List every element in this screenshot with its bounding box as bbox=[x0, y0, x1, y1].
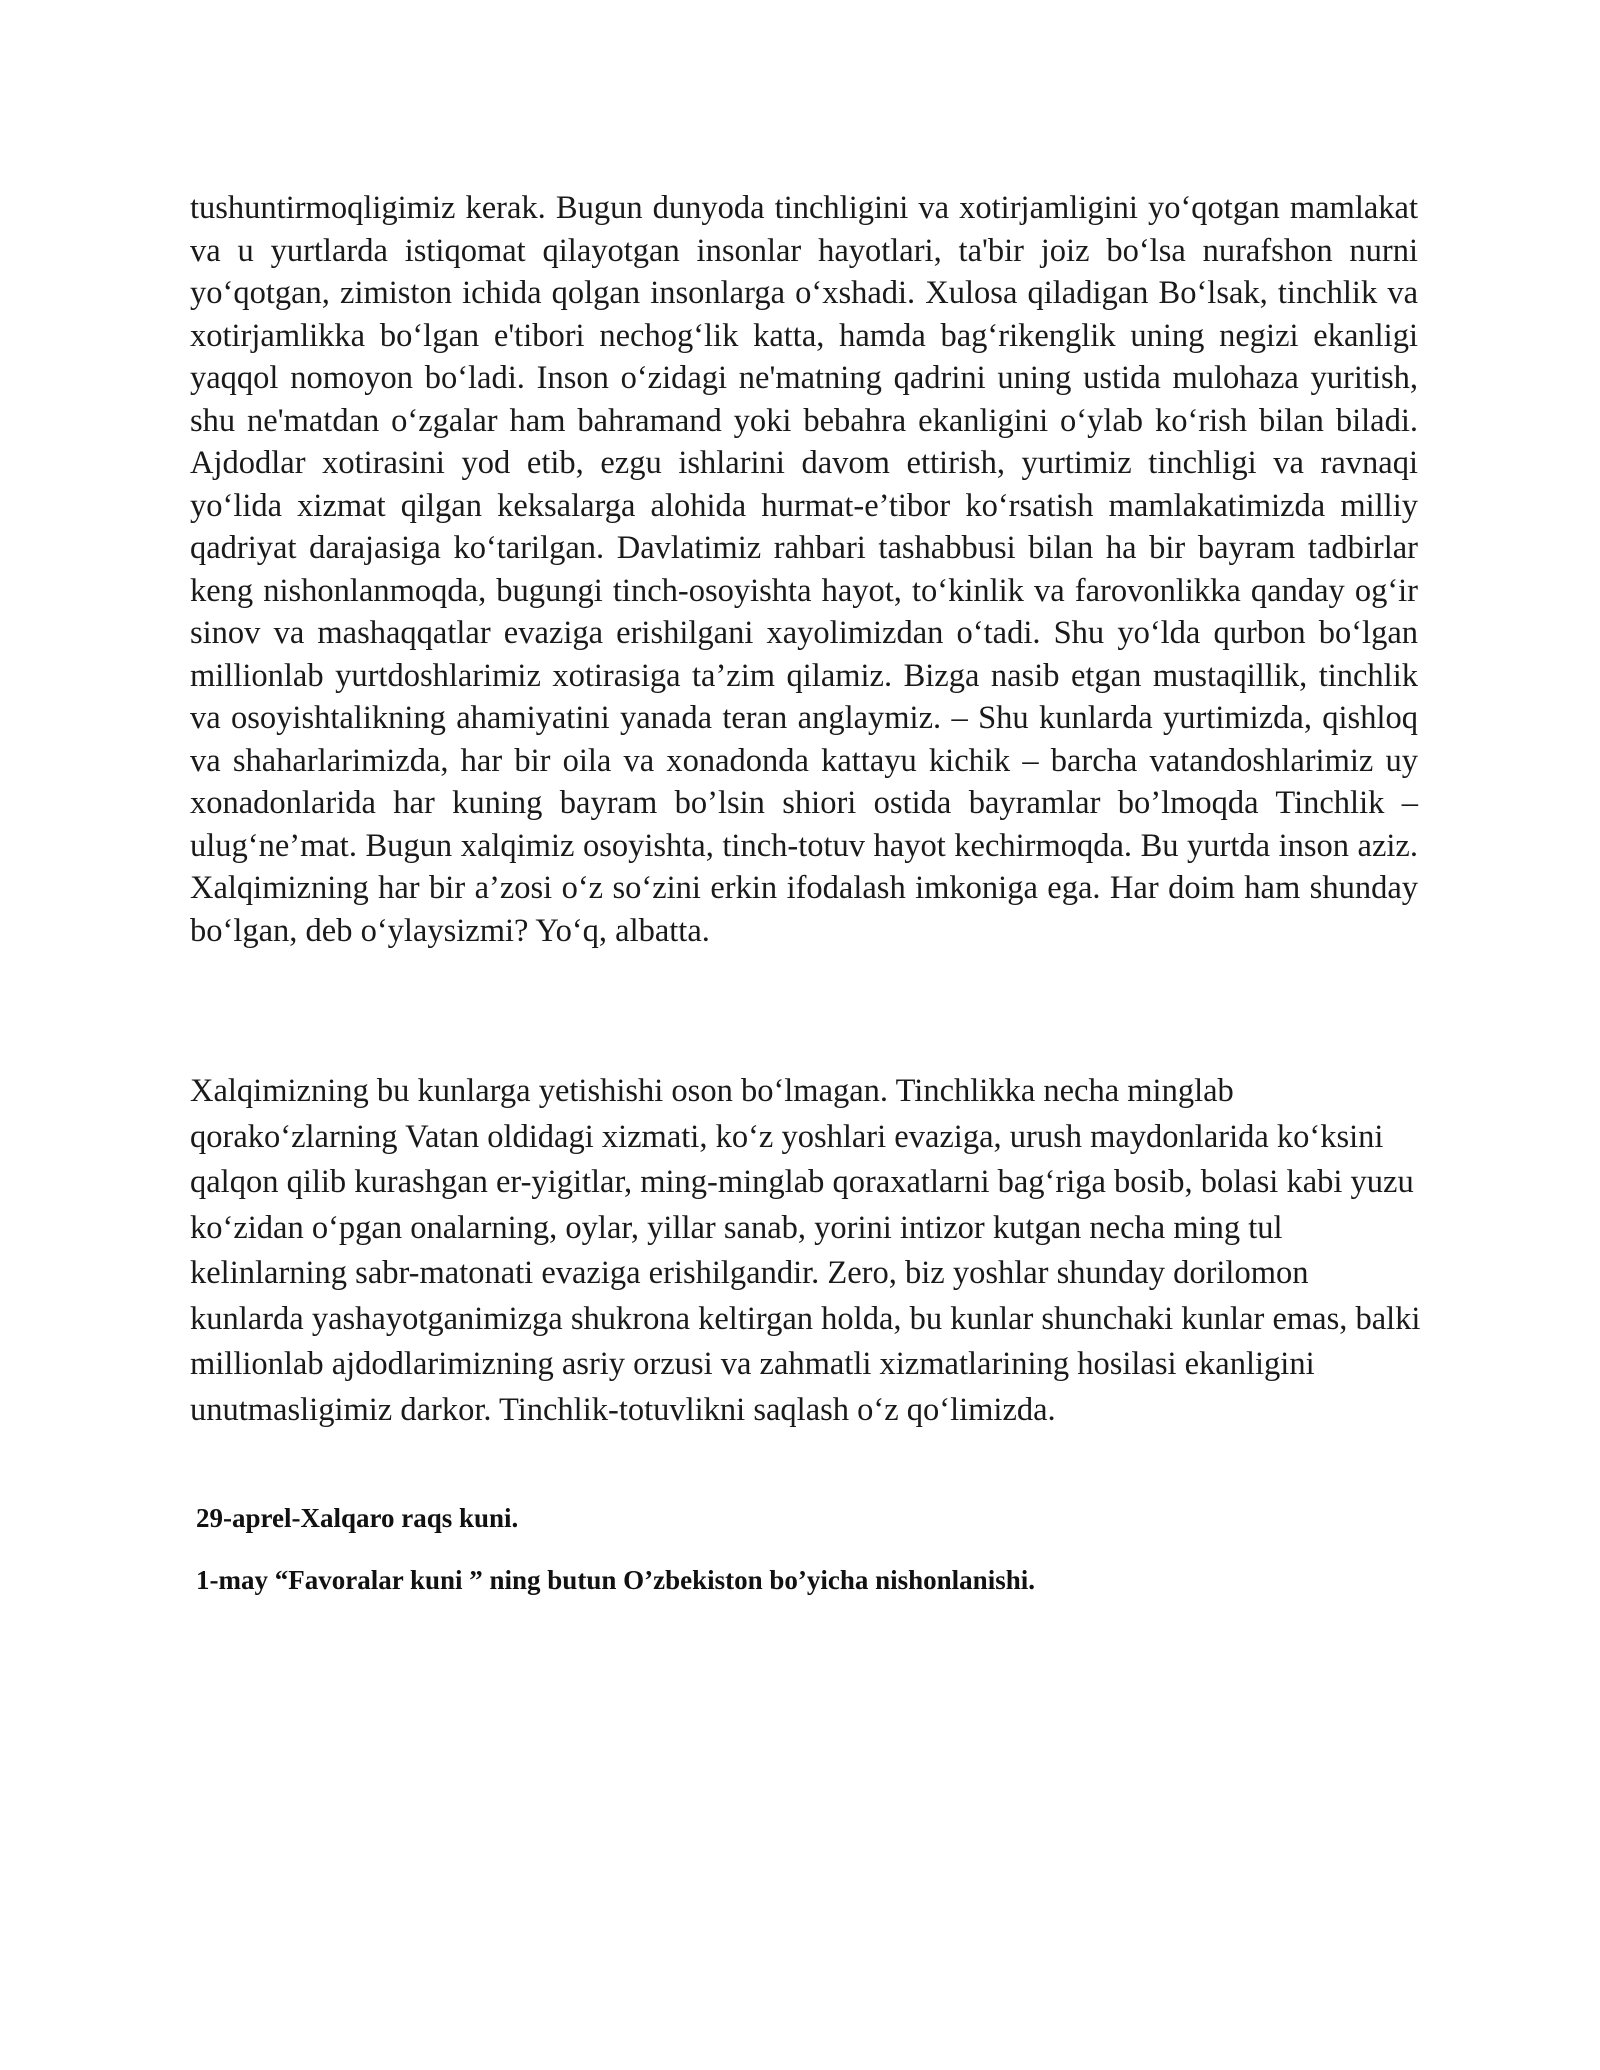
body-paragraph-2: Xalqimizning bu kunlarga yetishishi oson bo‘lmagan. Tinchlikka necha minglab qorako‘zlarning Vatan oldidagi xizmati, ko‘z yoshlari evaziga, urush maydonlarida ko‘ksini qalqon qilib kurashgan er-yigitlar, ming-minglab qoraxatlarni bag‘riga bosib, bolasi kabi yuzu ko‘zidan o‘pgan onalarning, oylar, yillar sanab, yorini intizor kutgan necha ming tul kelinlarning sabr-matonati evaziga erishilgandir. Zero, biz yoshlar shunday dorilomon kunlarda yashayotganimizga shukrona keltirgan holda, bu kunlar shunchaki kunlar emas, balki millionlab ajdodlarimizning asriy orzusi va zahmatli xizmatlarining hosilasi ekanligini unutmasligimiz darkor. Tinchlik-totuvlikni saqlash o‘z qo‘limizda. bbox=[190, 1073, 1421, 1428]
body-paragraph-1: tushuntirmoqligimiz kerak. Bugun dunyoda tinchligini va xotirjamligini yo‘qotgan mamlakat va u yurtlarda istiqomat qilayotgan insonlar hayotlari, ta'bir joiz bo‘lsa nurafshon nurni yo‘qotgan, zimiston ichida qolgan insonlarga o‘xshadi. Xulosa qiladigan Bo‘lsak, tinchlik va xotirjamlikka bo‘lgan e'tibori nechog‘lik katta, hamda bag‘rikenglik uning negizi ekanligi yaqqol nomoyon bo‘ladi. Inson o‘zidagi ne'matning qadrini uning ustida mulohaza yuritish, shu ne'matdan o‘zgalar ham bahramand yoki bebahra ekanligini o‘ylab ko‘rish bilan biladi. Ajdodlar xotirasini yod etib, ezgu ishlarini davom ettirish, yurtimiz tinchligi va ravnaqi yo‘lida xizmat qilgan keksalarga alohida hurmat-e’tibor ko‘rsatish mamlakatimizda milliy qadriyat darajasiga ko‘tarilgan. Davlatimiz rahbari tashabbusi bilan ha bir bayram tadbirlar keng nishonlanmoqda, bugungi tinch-osoyishta hayot, to‘kinlik va farovonlikka qanday og‘ir sinov va mashaqqatlar evaziga erishilgani xayolimizdan o‘tadi. Shu yo‘lda qurbon bo‘lgan millionlab yurtdoshlarimiz xotirasiga ta’zim qilamiz. Bizga nasib etgan mustaqillik, tinchlik va osoyishtalikning ahamiyatini yanada teran anglaymiz. – Shu kunlarda yurtimizda, qishloq va shaharlarimizda, har bir oila va xonadonda kattayu kichik – barcha vatandoshlarimiz uy xonadonlarida har kuning bayram bo’lsin shiori ostida bayramlar bo’lmoqda Tinchlik – ulug‘ne’mat. Bugun xalqimiz osoyishta, tinch-totuv hayot kechirmoqda. Bu yurtda inson aziz. Xalqimizning har bir a’zosi o‘z so‘zini erkin ifodalash imkoniga ega. Har doim ham shunday bo‘lgan, deb o‘ylaysizmi? Yo‘q, albatta. bbox=[190, 190, 1418, 949]
event-heading-dance-day: 29-aprel-Xalqaro raqs kuni. bbox=[196, 1503, 519, 1533]
event-heading-may-day: 1-may “Favoralar kuni ” ning butun O’zbekiston bo’yicha nishonlanishi. bbox=[196, 1565, 1035, 1595]
